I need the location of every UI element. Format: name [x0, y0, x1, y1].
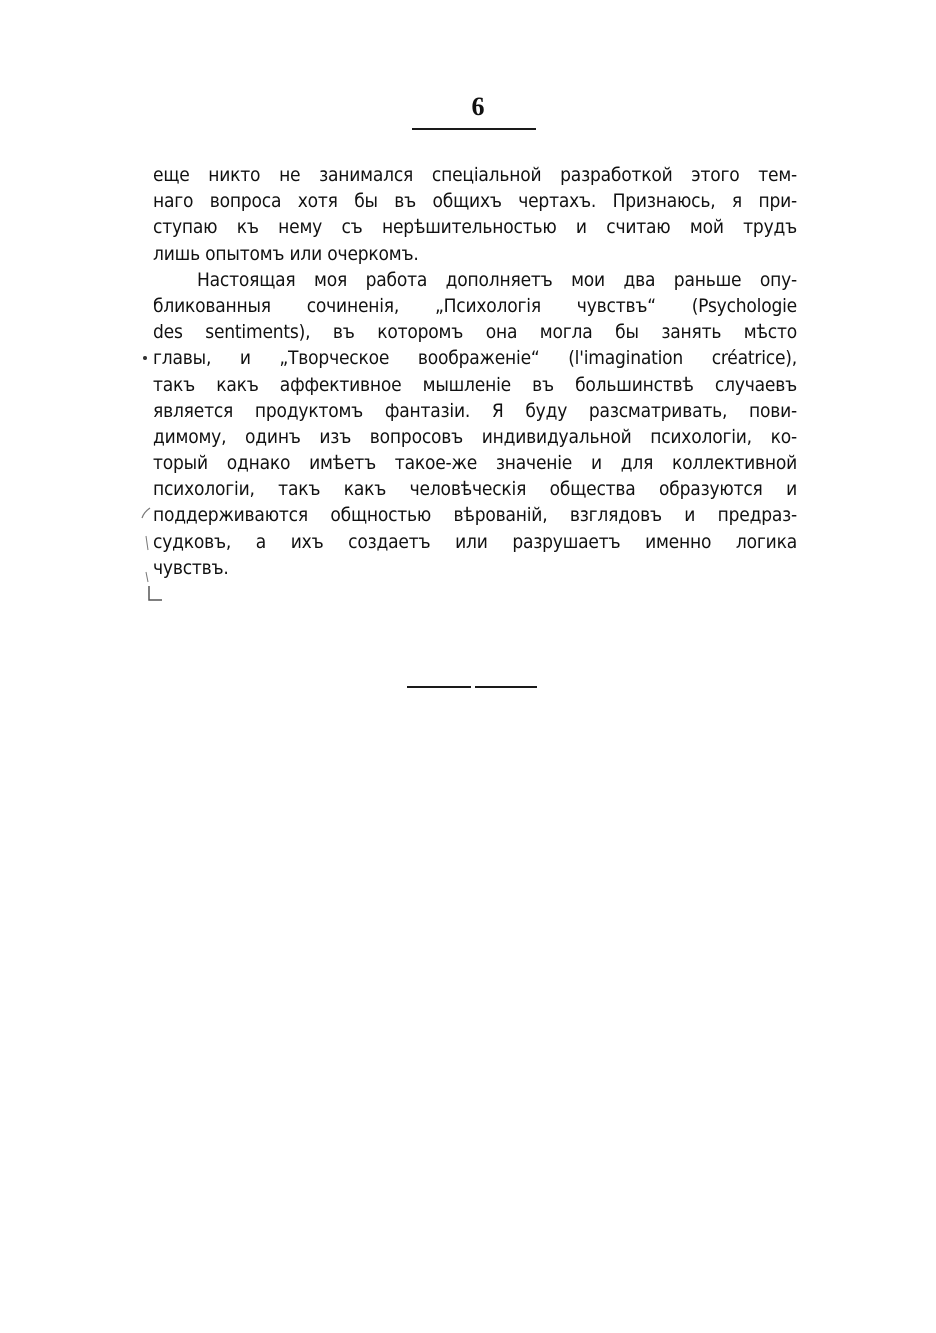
- text-line: лишь опытомъ или очеркомъ.: [153, 242, 419, 265]
- text-line: ступаю къ нему съ нерѣшительностью и считаю мой трудъ: [153, 216, 797, 239]
- page-number: 6: [471, 92, 485, 121]
- text-line: чувствъ.: [153, 556, 229, 579]
- footer-rule-right: [475, 686, 537, 688]
- paragraph-2: [153, 267, 797, 581]
- body-text: [153, 162, 797, 581]
- text-line: еще никто не занимался спеціальной разработкой этого тем-: [153, 164, 797, 186]
- paragraph-1: [153, 162, 797, 267]
- text-line: бликованныя сочиненія, „Психологія чувствъ“ (Psychologie: [153, 294, 797, 317]
- text-line: главы, и „Творческое воображеніе“ (l'imagination créatrice),: [153, 347, 797, 370]
- text-line: димому, одинъ изъ вопросовъ индивидуальной психологіи, ко-: [153, 425, 797, 448]
- text-line: торый однако имѣетъ такое-же значеніе и для коллективной: [153, 452, 797, 475]
- margin-bracket-icon: [136, 506, 166, 606]
- text-line: является продуктомъ фантазіи. Я буду разсматривать, пови-: [153, 399, 797, 422]
- text-line: наго вопроса хотя бы въ общихъ чертахъ. Признаюсь, я при-: [153, 190, 797, 213]
- margin-dot-icon: [141, 354, 149, 362]
- text-line: психологіи, такъ какъ человѣческія общества образуются и: [153, 478, 797, 501]
- text-line: Настоящая моя работа дополняетъ мои два раньше опу-: [197, 268, 797, 291]
- text-line: судковъ, а ихъ создаетъ или разрушаетъ именно логика: [153, 530, 797, 553]
- text-line: des sentiments), въ которомъ она могла бы занять мѣсто: [153, 321, 797, 344]
- text-line: поддерживаются общностью вѣрованій, взглядовъ и предраз-: [153, 504, 797, 527]
- text-line: такъ какъ аффективное мышленіе въ большинствѣ случаевъ: [153, 373, 797, 396]
- footer-rule-left: [407, 686, 471, 688]
- header-rule: [412, 128, 536, 130]
